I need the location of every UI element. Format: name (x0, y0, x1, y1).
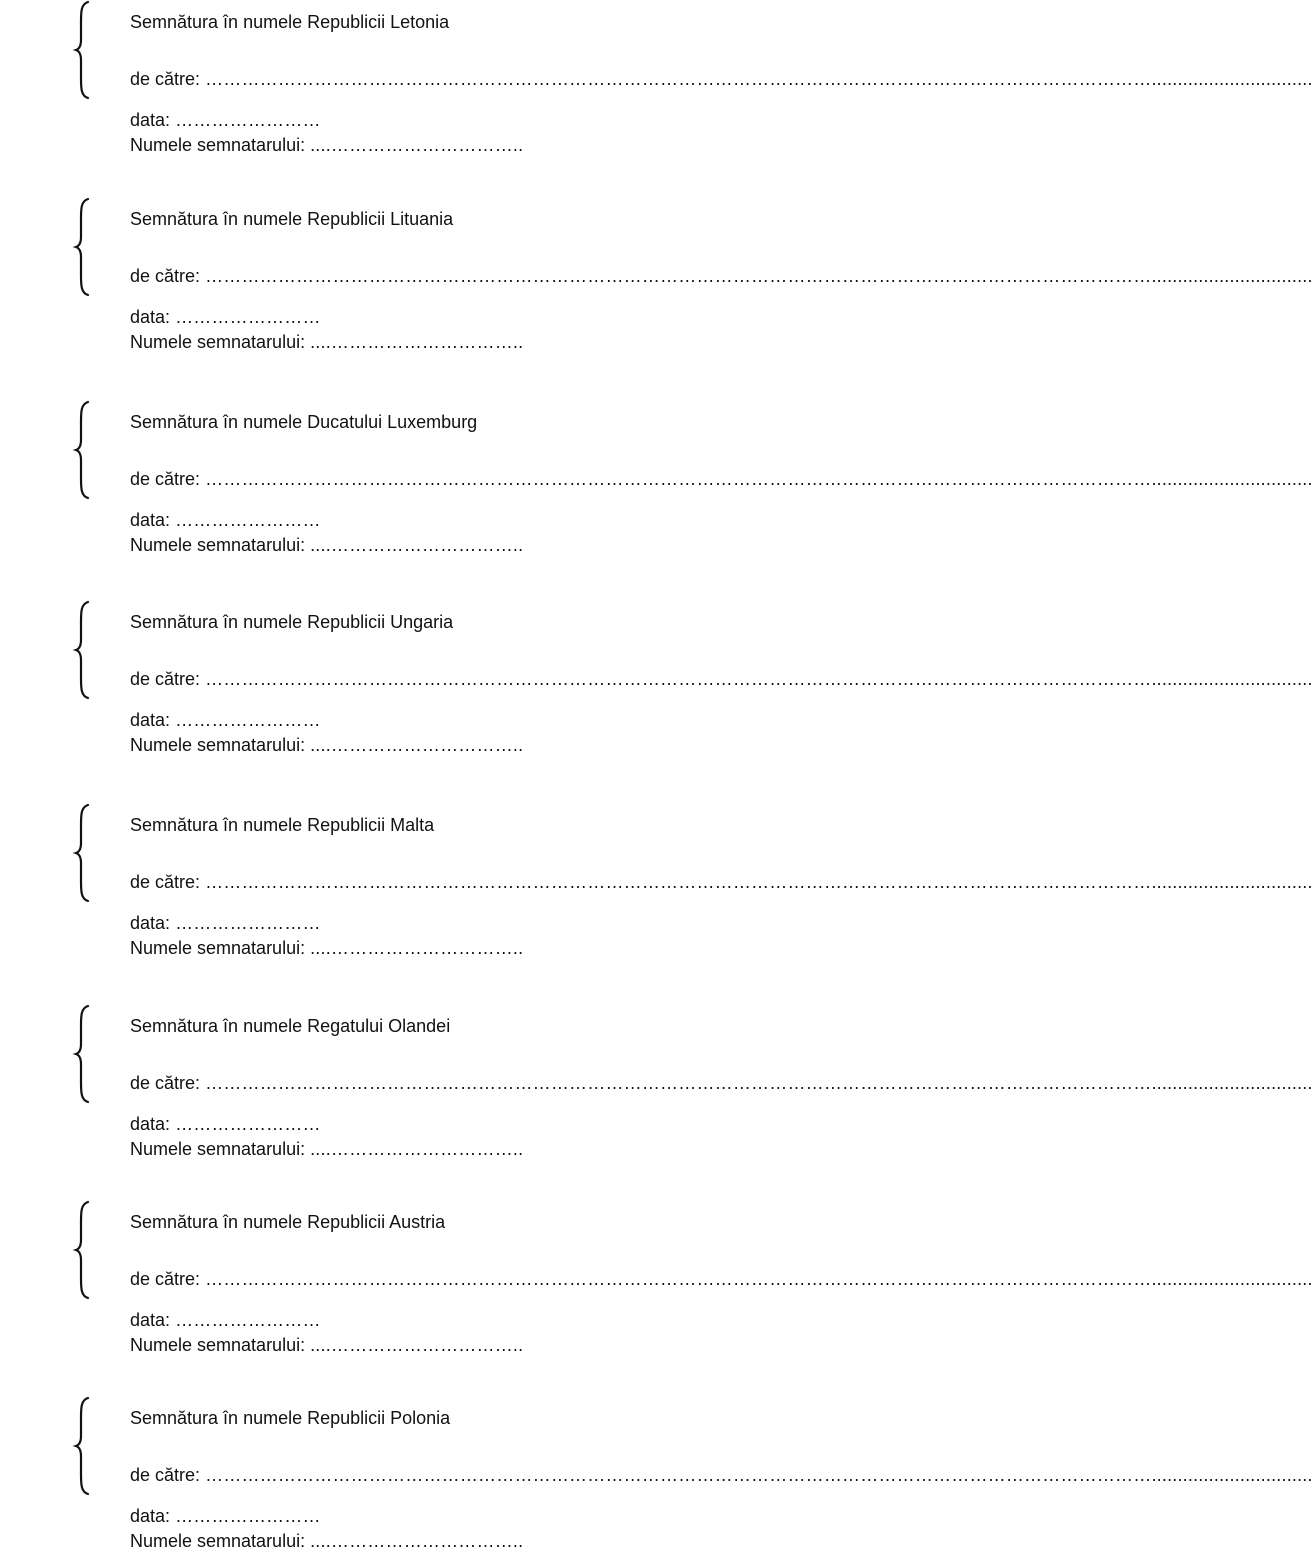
signed-by-field[interactable]: …………………………………………………………………………………………………………………………………………............................... (205, 669, 1313, 689)
signed-by-field[interactable]: …………………………………………………………………………………………………………………………………………............................... (205, 1465, 1313, 1485)
signed-by-line (130, 668, 1313, 690)
signed-by-line (130, 1464, 1313, 1486)
curly-brace-icon (74, 1200, 92, 1300)
signatory-name-line (130, 937, 523, 959)
signed-by-field[interactable]: …………………………………………………………………………………………………………………………………………............................... (205, 872, 1313, 892)
signed-by-field[interactable]: …………………………………………………………………………………………………………………………………………............................... (205, 69, 1313, 89)
signature-block-hungary (0, 604, 1313, 764)
signatory-name-label: Numele semnatarului: (130, 1335, 306, 1355)
signature-heading: Semnătura în numele Republicii Lituania (130, 209, 454, 229)
signatory-name-line (130, 134, 523, 156)
signature-block-poland (0, 1400, 1313, 1560)
signatory-name-label: Numele semnatarului: (130, 135, 306, 155)
signature-heading: Semnătura în numele Republicii Malta (130, 815, 435, 835)
signed-by-line (130, 68, 1313, 90)
date-label: data: (130, 1114, 171, 1134)
signature-block-austria (0, 1204, 1313, 1364)
signed-by-field[interactable]: …………………………………………………………………………………………………………………………………………............................... (205, 1269, 1313, 1289)
signatory-name-line (130, 1334, 523, 1356)
signatory-name-field[interactable]: ....………………………….. (310, 332, 524, 352)
signature-heading: Semnătura în numele Ducatului Luxemburg (130, 412, 478, 432)
date-field[interactable]: …………………… (175, 710, 321, 730)
signatory-name-line (130, 534, 523, 556)
signatory-name-field[interactable]: ....………………………….. (310, 1139, 524, 1159)
signatory-name-label: Numele semnatarului: (130, 1139, 306, 1159)
date-label: data: (130, 510, 171, 530)
signed-by-line (130, 1268, 1313, 1290)
signed-by-line (130, 265, 1313, 287)
signature-block-netherlands (0, 1008, 1313, 1168)
date-line (130, 912, 321, 934)
date-field[interactable]: …………………… (175, 1506, 321, 1526)
date-line (130, 1309, 321, 1331)
date-field[interactable]: …………………… (175, 307, 321, 327)
date-line (130, 109, 321, 131)
signatory-name-field[interactable]: ....………………………….. (310, 1335, 524, 1355)
curly-brace-icon (74, 197, 92, 297)
signatory-name-field[interactable]: ....………………………….. (310, 1531, 524, 1551)
date-label: data: (130, 913, 171, 933)
signatory-name-field[interactable]: ....………………………….. (310, 938, 524, 958)
signature-block-lithuania (0, 201, 1313, 361)
signature-block-malta (0, 807, 1313, 967)
date-line (130, 1113, 321, 1135)
date-line (130, 1505, 321, 1527)
signed-by-label: de către: (130, 872, 201, 892)
date-label: data: (130, 710, 171, 730)
date-line (130, 709, 321, 731)
signatory-name-line (130, 734, 523, 756)
date-line (130, 509, 321, 531)
signatory-name-label: Numele semnatarului: (130, 735, 306, 755)
date-line (130, 306, 321, 328)
signatory-name-label: Numele semnatarului: (130, 1531, 306, 1551)
date-label: data: (130, 1506, 171, 1526)
signed-by-label: de către: (130, 266, 201, 286)
curly-brace-icon (74, 400, 92, 500)
signed-by-label: de către: (130, 1073, 201, 1093)
signature-heading: Semnătura în numele Republicii Ungaria (130, 612, 454, 632)
signatory-name-label: Numele semnatarului: (130, 938, 306, 958)
date-field[interactable]: …………………… (175, 510, 321, 530)
signatory-name-label: Numele semnatarului: (130, 332, 306, 352)
signed-by-line (130, 468, 1313, 490)
date-field[interactable]: …………………… (175, 1310, 321, 1330)
signed-by-label: de către: (130, 469, 201, 489)
signed-by-line (130, 1072, 1313, 1094)
curly-brace-icon (74, 0, 92, 100)
signature-heading: Semnătura în numele Republicii Polonia (130, 1408, 451, 1428)
date-label: data: (130, 1310, 171, 1330)
signature-heading: Semnătura în numele Regatului Olandei (130, 1016, 451, 1036)
signed-by-label: de către: (130, 669, 201, 689)
date-label: data: (130, 110, 171, 130)
curly-brace-icon (74, 600, 92, 700)
signed-by-field[interactable]: …………………………………………………………………………………………………………………………………………............................... (205, 1073, 1313, 1093)
signed-by-field[interactable]: …………………………………………………………………………………………………………………………………………............................... (205, 469, 1313, 489)
curly-brace-icon (74, 1004, 92, 1104)
signed-by-line (130, 871, 1313, 893)
date-field[interactable]: …………………… (175, 1114, 321, 1134)
signatory-name-field[interactable]: ....………………………….. (310, 535, 524, 555)
signed-by-label: de către: (130, 69, 201, 89)
curly-brace-icon (74, 803, 92, 903)
signatory-name-line (130, 1530, 523, 1552)
date-label: data: (130, 307, 171, 327)
signed-by-label: de către: (130, 1269, 201, 1289)
signed-by-field[interactable]: …………………………………………………………………………………………………………………………………………............................... (205, 266, 1313, 286)
curly-brace-icon (74, 1396, 92, 1496)
signature-block-latvia (0, 4, 1313, 164)
signatory-name-field[interactable]: ....………………………….. (310, 735, 524, 755)
date-field[interactable]: …………………… (175, 913, 321, 933)
signed-by-label: de către: (130, 1465, 201, 1485)
signatory-name-line (130, 331, 523, 353)
date-field[interactable]: …………………… (175, 110, 321, 130)
signatory-name-label: Numele semnatarului: (130, 535, 306, 555)
signatory-name-field[interactable]: ....………………………….. (310, 135, 524, 155)
signatory-name-line (130, 1138, 523, 1160)
signature-block-luxembourg (0, 404, 1313, 564)
signature-heading: Semnătura în numele Republicii Letonia (130, 12, 450, 32)
signature-heading: Semnătura în numele Republicii Austria (130, 1212, 446, 1232)
